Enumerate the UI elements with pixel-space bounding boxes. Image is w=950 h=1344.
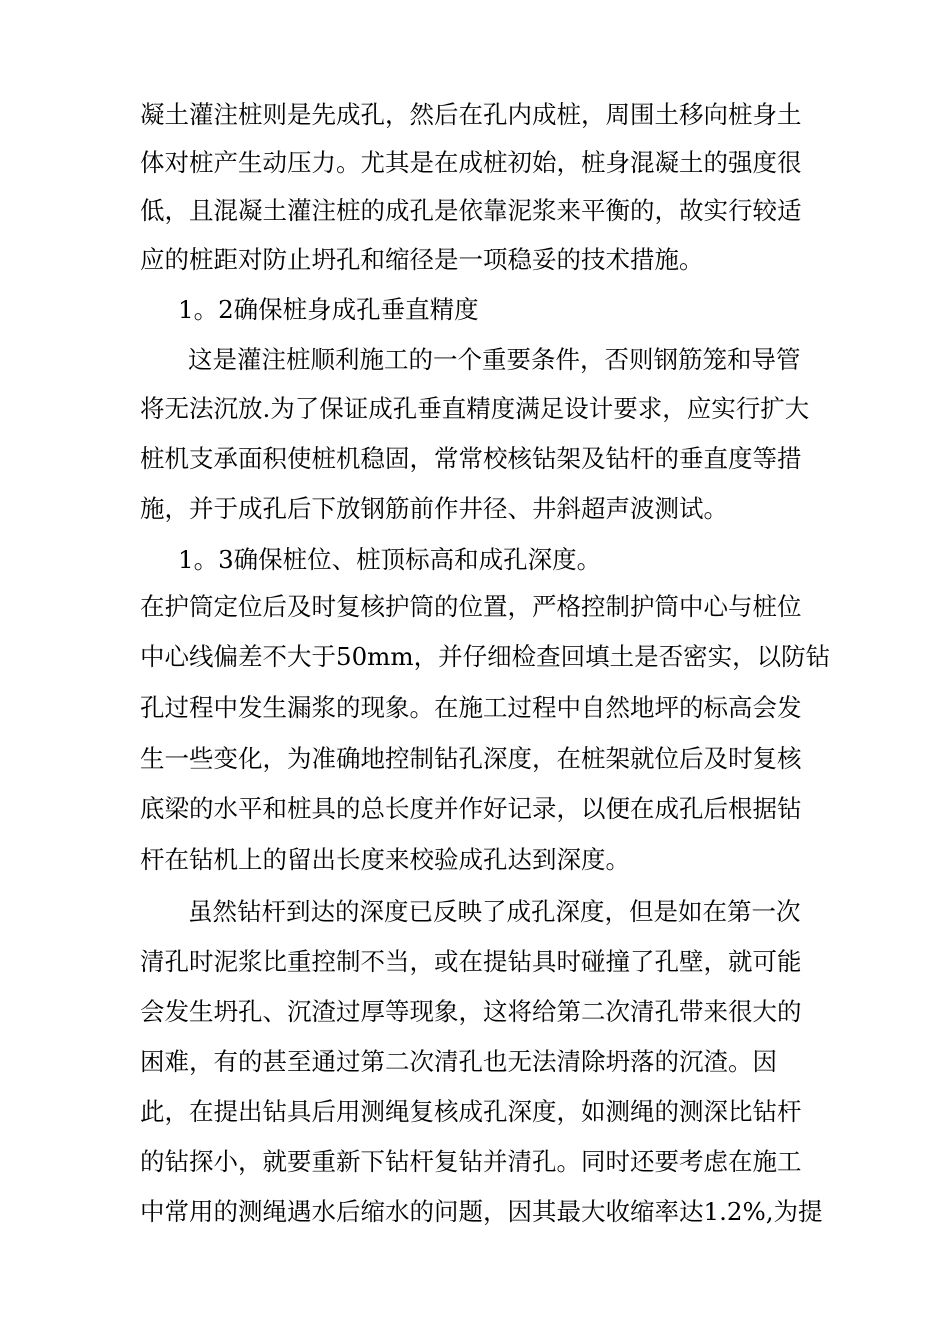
paragraph-line: 底梁的水平和桩具的总长度并作好记录，以便在成孔后根据钻	[140, 794, 802, 823]
paragraph-line: 生一些变化，为准确地控制钻孔深度，在桩架就位后及时复核	[140, 744, 802, 773]
paragraph-line: 体对桩产生动压力。尤其是在成桩初始，桩身混凝土的强度很	[140, 148, 802, 177]
paragraph-line: 将无法沉放.为了保证成孔垂直精度满足设计要求，应实行扩大	[140, 394, 810, 423]
section-heading: 1。3确保桩位、桩顶标高和成孔深度。	[178, 545, 602, 574]
paragraph-line: 的钻探小，就要重新下钻杆复钻并清孔。同时还要考虑在施工	[140, 1147, 802, 1176]
paragraph-line: 杆在钻机上的留出长度来校验成孔达到深度。	[140, 845, 630, 874]
paragraph-line: 虽然钻杆到达的深度已反映了成孔深度，但是如在第一次	[188, 897, 801, 926]
paragraph-line: 在护筒定位后及时复核护筒的位置，严格控制护筒中心与桩位	[140, 592, 802, 621]
paragraph-line: 会发生坍孔、沉渣过厚等现象，这将给第二次清孔带来很大的	[140, 997, 802, 1026]
paragraph-line: 孔过程中发生漏浆的现象。在施工过程中自然地坪的标高会发	[140, 693, 802, 722]
paragraph-line: 应的桩距对防止坍孔和缩径是一项稳妥的技术措施。	[140, 245, 704, 274]
paragraph-line: 中常用的测绳遇水后缩水的问题，因其最大收缩率达1.2%,为提	[140, 1197, 823, 1226]
section-heading: 1。2确保桩身成孔垂直精度	[178, 295, 479, 324]
paragraph-line: 低，且混凝土灌注桩的成孔是依靠泥浆来平衡的，故实行较适	[140, 196, 802, 225]
paragraph-line: 桩机支承面积使桩机稳固，常常校核钻架及钻杆的垂直度等措	[140, 444, 802, 473]
paragraph-line: 中心线偏差不大于50mm，并仔细检查回填土是否密实，以防钻	[140, 642, 831, 671]
paragraph-line: 困难，有的甚至通过第二次清孔也无法清除坍落的沉渣。因	[140, 1047, 777, 1076]
paragraph-line: 清孔时泥浆比重控制不当，或在提钻具时碰撞了孔壁，就可能	[140, 947, 802, 976]
paragraph-line: 此，在提出钻具后用测绳复核成孔深度，如测绳的测深比钻杆	[140, 1097, 802, 1126]
paragraph-line: 凝土灌注桩则是先成孔，然后在孔内成桩，周围土移向桩身土	[140, 100, 802, 129]
paragraph-line: 这是灌注桩顺利施工的一个重要条件，否则钢筋笼和导管	[188, 345, 801, 374]
paragraph-line: 施，并于成孔后下放钢筋前作井径、井斜超声波测试。	[140, 494, 728, 523]
